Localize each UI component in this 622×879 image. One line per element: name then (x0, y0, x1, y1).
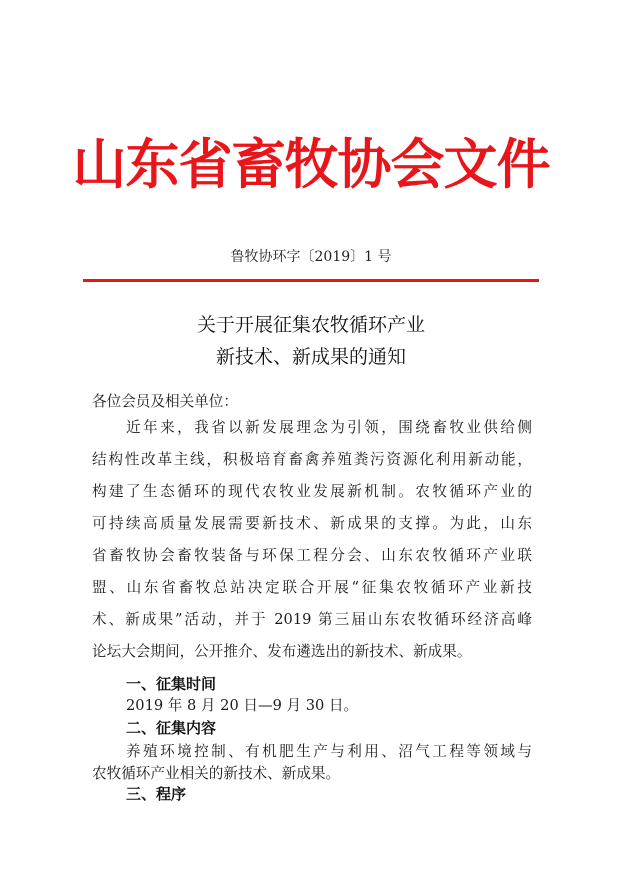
paragraph-line: 省畜牧协会畜牧装备与环保工程分会、山东农牧循环产业联 (92, 547, 532, 564)
paragraph-line: 盟、山东省畜牧总站决定联合开展“征集农牧循环产业新技 (92, 579, 532, 596)
document-number: 鲁牧协环字〔2019〕1 号 (230, 249, 392, 265)
paragraph-line: 构建了生态循环的现代农牧业发展新机制。农牧循环产业的 (92, 483, 532, 500)
paragraph-line: 术、新成果”活动，并于 2019 第三届山东农牧循环经济高峰 (92, 611, 532, 628)
paragraph-line: 近年来，我省以新发展理念为引领，围绕畜牧业供给侧 (92, 419, 532, 436)
section-heading-procedure: 三、程序 (126, 785, 187, 803)
notice-title-line-1: 关于开展征集农牧循环产业 (196, 314, 425, 336)
collection-content-line: 农牧循环产业相关的新技术、新成果。 (92, 765, 341, 782)
collection-content-line: 养殖环境控制、有机肥生产与利用、沼气工程等领域与 (92, 743, 532, 760)
section-heading-collection-time: 一、征集时间 (126, 675, 217, 693)
document-header-title: 山东省畜牧协会文件 (72, 132, 550, 196)
paragraph-line: 论坛大会期间，公开推介、发布遴选出的新技术、新成果。 (92, 643, 472, 660)
notice-title-line-2: 新技术、新成果的通知 (215, 346, 406, 368)
collection-time-text: 2019 年 8 月 20 日—9 月 30 日。 (126, 697, 359, 714)
paragraph-line: 结构性改革主线，积极培育畜禽养殖粪污资源化利用新动能， (92, 451, 532, 468)
section-heading-collection-content: 二、征集内容 (126, 719, 217, 737)
red-divider-line (83, 279, 539, 282)
salutation: 各位会员及相关单位： (92, 393, 238, 410)
paragraph-line: 可持续高质量发展需要新技术、新成果的支撑。为此，山东 (92, 515, 532, 532)
